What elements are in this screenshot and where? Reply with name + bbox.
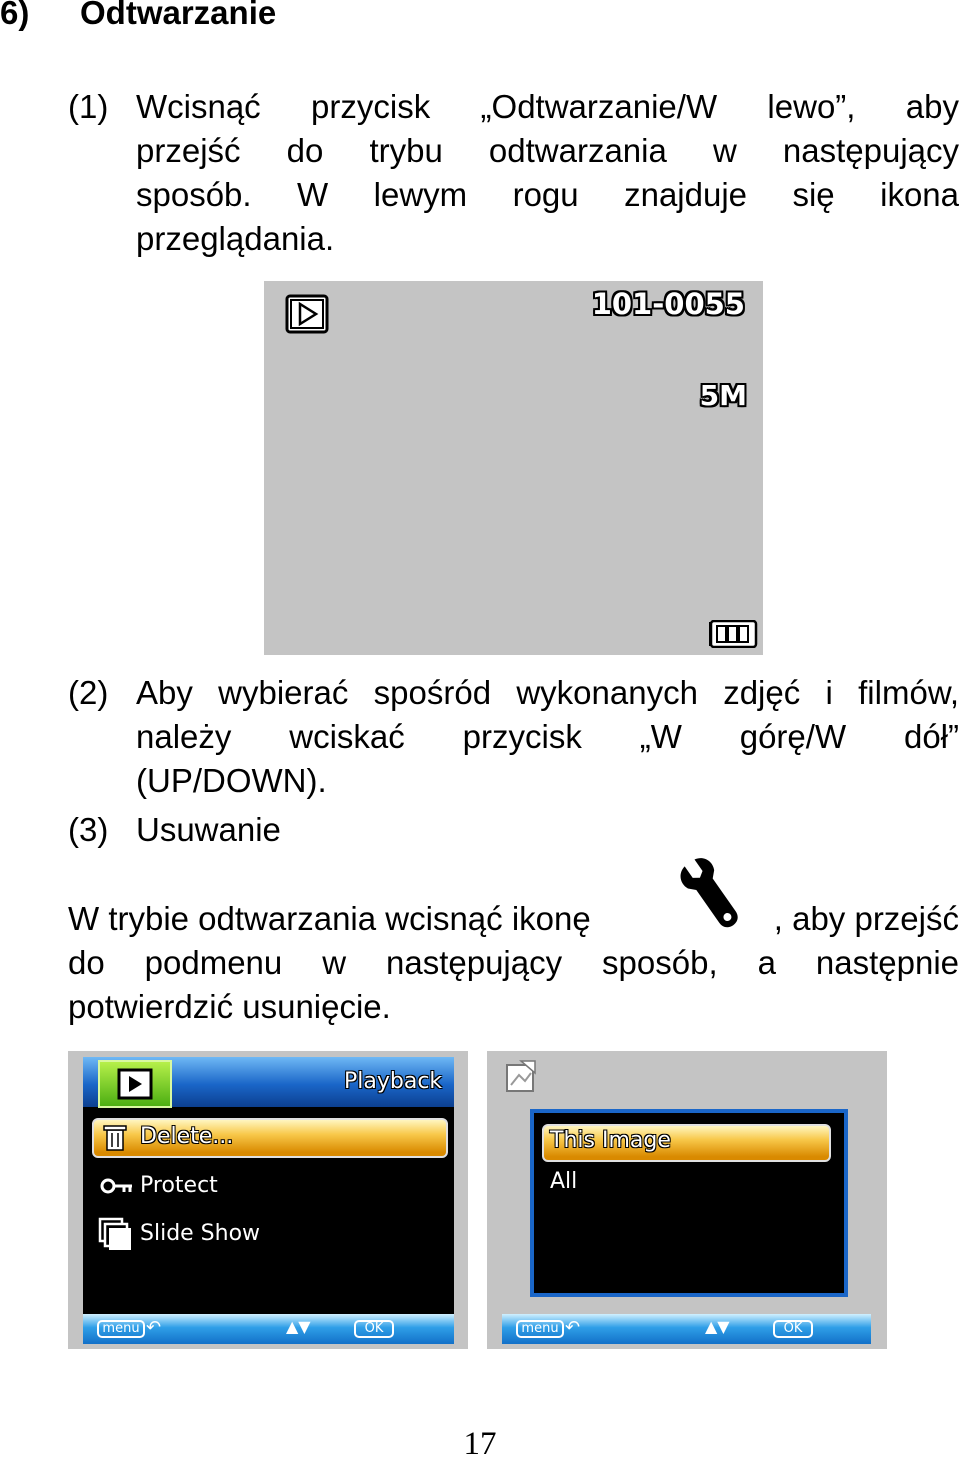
step3-title: Usuwanie	[136, 811, 281, 848]
wrench-icon	[680, 850, 750, 938]
playback-tab[interactable]	[98, 1060, 172, 1108]
delete-text-line1-end: , aby przejść	[773, 900, 959, 937]
step3-marker: (3)	[68, 811, 109, 848]
section-title: Odtwarzanie	[80, 0, 277, 31]
menu-button[interactable]: menu	[97, 1320, 145, 1338]
delete-text-line: potwierdzić usunięcie.	[68, 988, 391, 1025]
up-down-icon: ▲▼	[286, 1317, 311, 1336]
file-number: 101-0055	[591, 287, 745, 321]
up-down-icon: ▲▼	[705, 1317, 730, 1336]
step1-line: Wcisnąć przycisk „Odtwarzanie/W lewo”, aby	[136, 88, 959, 125]
delete-image-icon	[505, 1059, 537, 1093]
resolution-indicator: 5M	[699, 379, 747, 412]
key-icon	[100, 1176, 134, 1196]
playback-screen	[264, 281, 763, 655]
menu-item-slideshow[interactable]: Slide Show	[140, 1221, 261, 1246]
step2-line: (UP/DOWN).	[136, 762, 327, 799]
step2-text	[136, 671, 959, 803]
delete-menu-screen	[487, 1051, 887, 1349]
menu-item-delete[interactable]: Delete...	[140, 1124, 234, 1149]
ok-button[interactable]: OK	[354, 1320, 394, 1338]
trash-icon	[102, 1122, 128, 1152]
step1-line: przeglądania.	[136, 220, 335, 257]
menu-bottom-bar	[502, 1314, 871, 1344]
play-icon	[285, 294, 329, 334]
page-number: 17	[463, 1426, 497, 1462]
menu-button[interactable]: menu	[516, 1320, 564, 1338]
submenu-item-this-image[interactable]: This Image	[550, 1128, 671, 1153]
menu-item-protect[interactable]: Protect	[140, 1173, 218, 1198]
submenu-item-all[interactable]: All	[550, 1169, 578, 1194]
step1-line: przejść do trybu odtwarzania w następujący	[136, 132, 959, 169]
delete-text-line1-start: W trybie odtwarzania wcisnąć ikonę	[68, 900, 591, 937]
play-icon	[117, 1068, 153, 1100]
ok-button[interactable]: OK	[773, 1320, 813, 1338]
playback-menu-screen	[68, 1051, 468, 1349]
step1-marker: (1)	[68, 88, 109, 125]
step1-text	[136, 85, 959, 261]
step2-marker: (2)	[68, 674, 109, 711]
section-number: 6)	[0, 0, 30, 31]
battery-icon	[708, 620, 758, 648]
delete-text-line: do podmenu w następujący sposób, a następnie	[68, 944, 959, 981]
back-icon[interactable]: ↶	[146, 1317, 162, 1338]
delete-text	[68, 941, 959, 1029]
menu-title: Playback	[344, 1069, 443, 1094]
step2-line: należy wciskać przycisk „W górę/W dół”	[136, 718, 959, 755]
menu-bottom-bar	[83, 1314, 454, 1344]
back-icon[interactable]: ↶	[565, 1317, 581, 1338]
step1-line: sposób. W lewym rogu znajduje się ikona	[136, 176, 959, 213]
step2-line: Aby wybierać spośród wykonanych zdjęć i filmów,	[136, 674, 959, 711]
slideshow-icon	[98, 1217, 132, 1251]
